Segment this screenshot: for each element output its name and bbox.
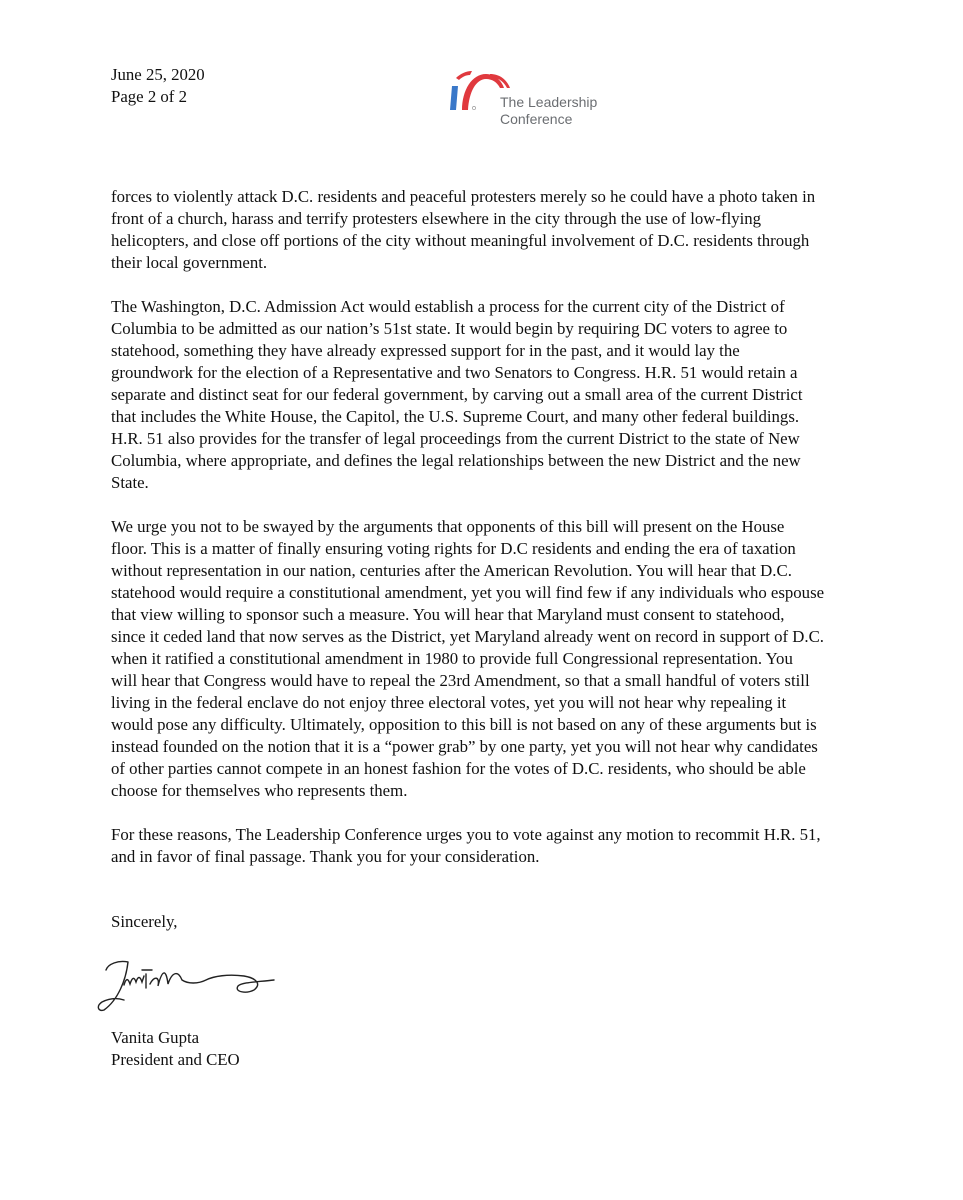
text-line: will hear that Congress would have to repeal the 23rd Amendment, so that a small handful of voters still [111, 671, 810, 690]
signer-block [111, 1027, 240, 1071]
signer-title: President and CEO [111, 1050, 240, 1069]
text-line: Columbia to be admitted as our nation’s 51st state. It would begin by requiring DC voters to agree to [111, 319, 788, 338]
text-line: choose for themselves who represents them. [111, 781, 408, 800]
text-line: when it ratified a constitutional amendment in 1980 to provide full Congressional representation. You [111, 649, 793, 668]
text-line: their local government. [111, 253, 268, 272]
logo-wordmark [500, 94, 597, 128]
logo-line-2: Conference [500, 111, 573, 127]
paragraph [111, 186, 824, 274]
text-line: front of a church, harass and terrify protesters elsewhere in the city through the use of low-flying [111, 209, 762, 228]
text-line: statehood would require a constitutional amendment, yet you will find few if any individuals who espouse [111, 583, 825, 602]
paragraph [111, 824, 824, 868]
text-line: groundwork for the election of a Representative and two Senators to Congress. H.R. 51 would retain a [111, 363, 798, 382]
closing: Sincerely, [111, 912, 178, 931]
text-line: For these reasons, The Leadership Conference urges you to vote against any motion to recommit H.R. 51, [111, 825, 821, 844]
text-line: separate and distinct seat for our federal government, by carving out a small area of the current District [111, 385, 803, 404]
text-line: that includes the White House, the Capitol, the U.S. Supreme Court, and many other federal buildings. [111, 407, 800, 426]
signer-name: Vanita Gupta [111, 1028, 200, 1047]
text-line: floor. This is a matter of finally ensuring voting rights for D.C residents and ending the era of taxation [111, 539, 796, 558]
text-line: that view willing to sponsor such a measure. You will hear that Maryland must consent to statehood, [111, 605, 785, 624]
text-line: Columbia, where appropriate, and defines the legal relationships between the new District and the new [111, 451, 801, 470]
paragraph [111, 296, 824, 494]
text-line: forces to violently attack D.C. residents and peaceful protesters merely so he could have a photo taken in [111, 187, 816, 206]
text-line: instead founded on the notion that it is a “power grab” by one party, yet you will not hear why candidates [111, 737, 818, 756]
text-line: without representation in our nation, centuries after the American Revolution. You will hear that D.C. [111, 561, 792, 580]
text-line: State. [111, 473, 149, 492]
text-line: of other parties cannot compete in an honest fashion for the votes of D.C. residents, who should be able [111, 759, 806, 778]
text-line: since it ceded land that now serves as the District, yet Maryland already went on record in support of D.C. [111, 627, 824, 646]
text-line: would pose any difficulty. Ultimately, opposition to this bill is not based on any of these arguments but is [111, 715, 817, 734]
text-line: statehood, something they have already expressed support for in the past, and it would lay the [111, 341, 740, 360]
letter-body [111, 186, 824, 890]
letter-date: June 25, 2020 [111, 65, 205, 84]
handwritten-signature [88, 940, 288, 1020]
leadership-conference-logo [446, 66, 606, 130]
text-line: and in favor of final passage. Thank you for your consideration. [111, 847, 540, 866]
text-line: The Washington, D.C. Admission Act would establish a process for the current city of the District of [111, 297, 785, 316]
text-line: living in the federal enclave do not enjoy three electoral votes, yet you will not hear why repealing it [111, 693, 787, 712]
text-line: H.R. 51 also provides for the transfer of legal proceedings from the current District to the state of New [111, 429, 800, 448]
paragraph [111, 516, 824, 802]
page-number: Page 2 of 2 [111, 87, 187, 106]
text-line: We urge you not to be swayed by the arguments that opponents of this bill will present on the House [111, 517, 785, 536]
text-line: helicopters, and close off portions of the city without meaningful involvement of D.C. residents through [111, 231, 810, 250]
logo-line-1: The Leadership [500, 94, 598, 110]
letter-header [111, 64, 205, 108]
